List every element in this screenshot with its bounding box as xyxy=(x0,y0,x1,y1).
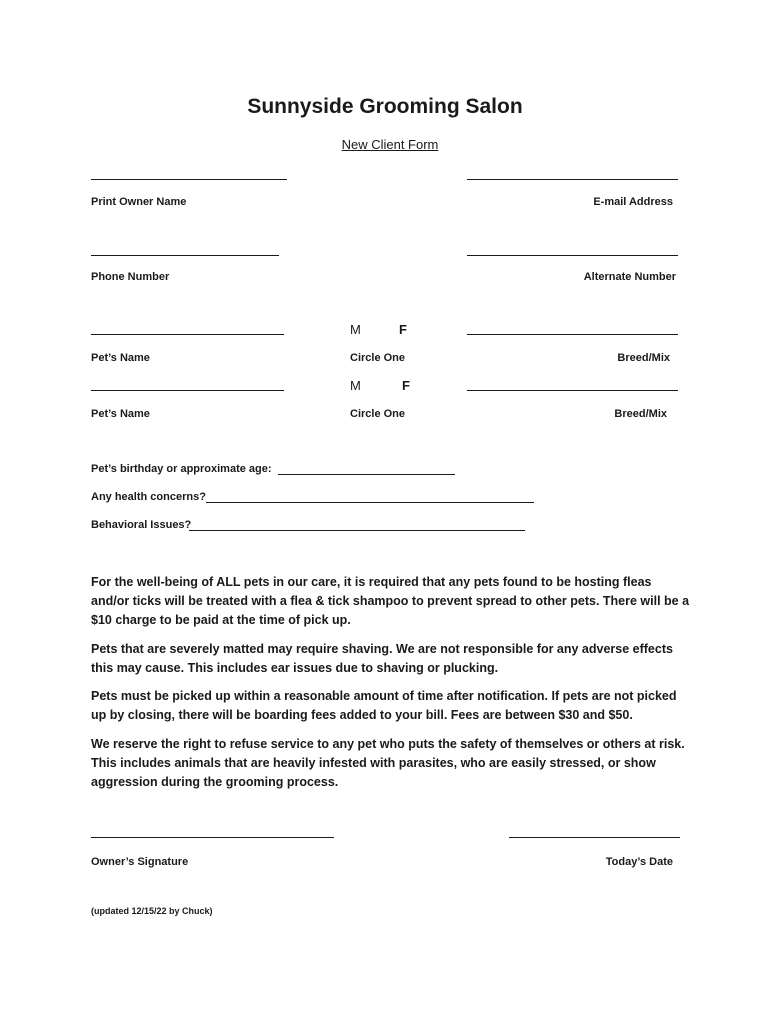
sex-f-option[interactable]: F xyxy=(399,322,407,337)
owner-signature-input-line[interactable] xyxy=(91,837,334,838)
sex-f-option[interactable]: F xyxy=(402,378,410,393)
birthday-label: Pet’s birthday or approximate age: xyxy=(91,463,272,475)
sex-m-option[interactable]: M xyxy=(350,322,361,337)
form-subtitle: New Client Form xyxy=(341,137,439,152)
pet-name-input-line[interactable] xyxy=(91,390,284,391)
sex-m-option[interactable]: M xyxy=(350,378,361,393)
owner-signature-label: Owner’s Signature xyxy=(91,856,189,868)
breed-input-line[interactable] xyxy=(467,334,678,335)
pet-name-input-line[interactable] xyxy=(91,334,284,335)
alternate-number-label: Alternate Number xyxy=(583,271,676,283)
behavioral-issues-input-line[interactable] xyxy=(189,530,525,531)
policy-pickup-paragraph: Pets must be picked up within a reasonable amount of time after notification. If pets are not picked up by closing, there will be boarding fees added to your bill. Fees are between $30 and $50. xyxy=(91,689,677,722)
policy-refusal-paragraph: We reserve the right to refuse service to any pet who puts the safety of themselves or others at risk. This includes animals that are heavily infested with parasites, who are easily stressed, or show aggression during the grooming process. xyxy=(91,737,685,789)
date-input-line[interactable] xyxy=(509,837,680,838)
pet-name-label: Pet’s Name xyxy=(91,352,150,364)
circle-one-label: Circle One xyxy=(350,352,406,364)
owner-name-input-line[interactable] xyxy=(91,179,287,180)
owner-name-label: Print Owner Name xyxy=(91,196,187,208)
policy-matting-paragraph: Pets that are severely matted may require shaving. We are not responsible for any adverse effects this may cause. This includes ear issues due to shaving or plucking. xyxy=(91,642,673,675)
health-concerns-label: Any health concerns? xyxy=(91,491,206,503)
form-title: Sunnyside Grooming Salon xyxy=(247,95,523,118)
breed-input-line[interactable] xyxy=(467,390,678,391)
updated-note: (updated 12/15/22 by Chuck) xyxy=(91,906,213,916)
phone-input-line[interactable] xyxy=(91,255,279,256)
email-input-line[interactable] xyxy=(467,179,678,180)
breed-label: Breed/Mix xyxy=(614,408,667,420)
alternate-number-input-line[interactable] xyxy=(467,255,678,256)
phone-label: Phone Number xyxy=(91,271,170,283)
email-label: E-mail Address xyxy=(593,196,673,208)
date-label: Today’s Date xyxy=(605,856,673,868)
birthday-input-line[interactable] xyxy=(278,474,455,475)
health-concerns-input-line[interactable] xyxy=(206,502,534,503)
policy-fleas-paragraph: For the well-being of ALL pets in our care, it is required that any pets found to be hosting fleas and/or ticks will be treated with a flea & tick shampoo to prevent spread to other pets. There will be a $10 charge to be paid at the time of pick up. xyxy=(91,575,690,627)
behavioral-issues-label: Behavioral Issues? xyxy=(91,519,192,531)
pet-name-label: Pet’s Name xyxy=(91,408,150,420)
circle-one-label: Circle One xyxy=(350,408,406,420)
breed-label: Breed/Mix xyxy=(617,352,670,364)
